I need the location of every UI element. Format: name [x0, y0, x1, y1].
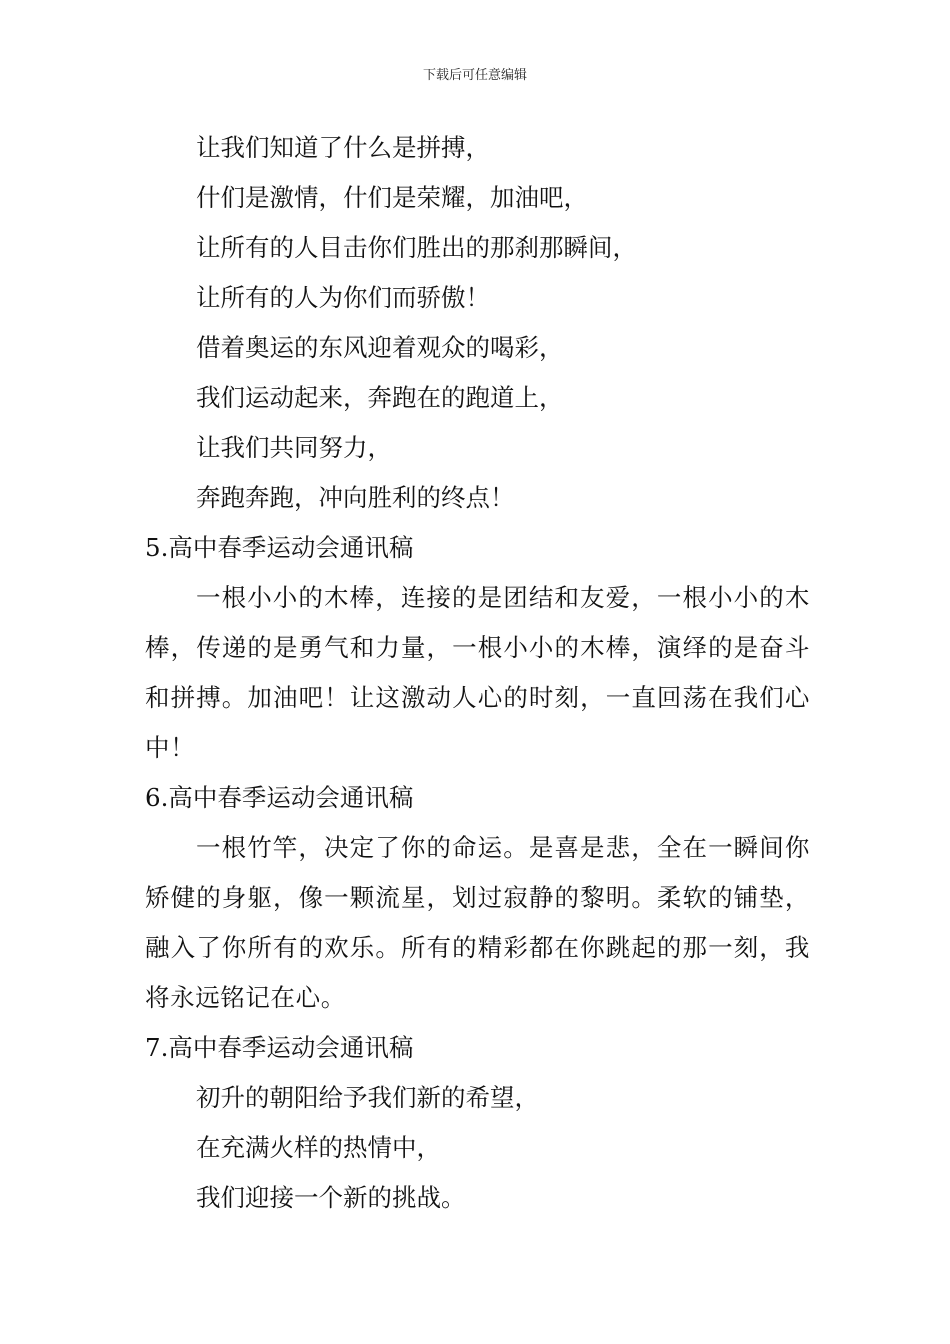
section-paragraph: 一根小小的木棒，连接的是团结和友爱，一根小小的木棒，传递的是勇气和力量，一根小小的木棒，演绎的是奋斗和拼搏。加油吧！让这激动人心的时刻，一直回荡在我们心中！ [145, 583, 810, 762]
poem-line: 我们运动起来，奔跑在的跑道上， [196, 383, 564, 412]
section-heading: 5.高中春季运动会通讯稿 [145, 533, 414, 562]
poem-line: 让所有的人为你们而骄傲！ [196, 283, 490, 312]
poem-line: 我们迎接一个新的挑战。 [196, 1183, 466, 1212]
poem-line: 让我们共同努力， [196, 433, 392, 462]
document-body [145, 123, 810, 1223]
poem-line: 让我们知道了什么是拼搏， [196, 133, 490, 162]
section-heading: 6.高中春季运动会通讯稿 [145, 783, 414, 812]
poem-line: 奔跑奔跑，冲向胜利的终点！ [196, 483, 515, 512]
poem-line: 初升的朝阳给予我们新的希望， [196, 1083, 539, 1112]
section-heading: 7.高中春季运动会通讯稿 [145, 1033, 414, 1062]
poem-line: 让所有的人目击你们胜出的那刹那瞬间， [196, 233, 637, 262]
poem-line: 借着奥运的东风迎着观众的喝彩， [196, 333, 564, 362]
page-header: 下载后可任意编辑 [422, 68, 527, 83]
poem-line: 什们是激情，什们是荣耀，加油吧， [196, 183, 588, 212]
section-paragraph: 一根竹竿，决定了你的命运。是喜是悲，全在一瞬间你矫健的身躯，像一颗流星，划过寂静的黎明。柔软的铺垫，融入了你所有的欢乐。所有的精彩都在你跳起的那一刻，我将永远铭记在心。 [145, 833, 810, 1012]
poem-line: 在充满火样的热情中， [196, 1133, 441, 1162]
